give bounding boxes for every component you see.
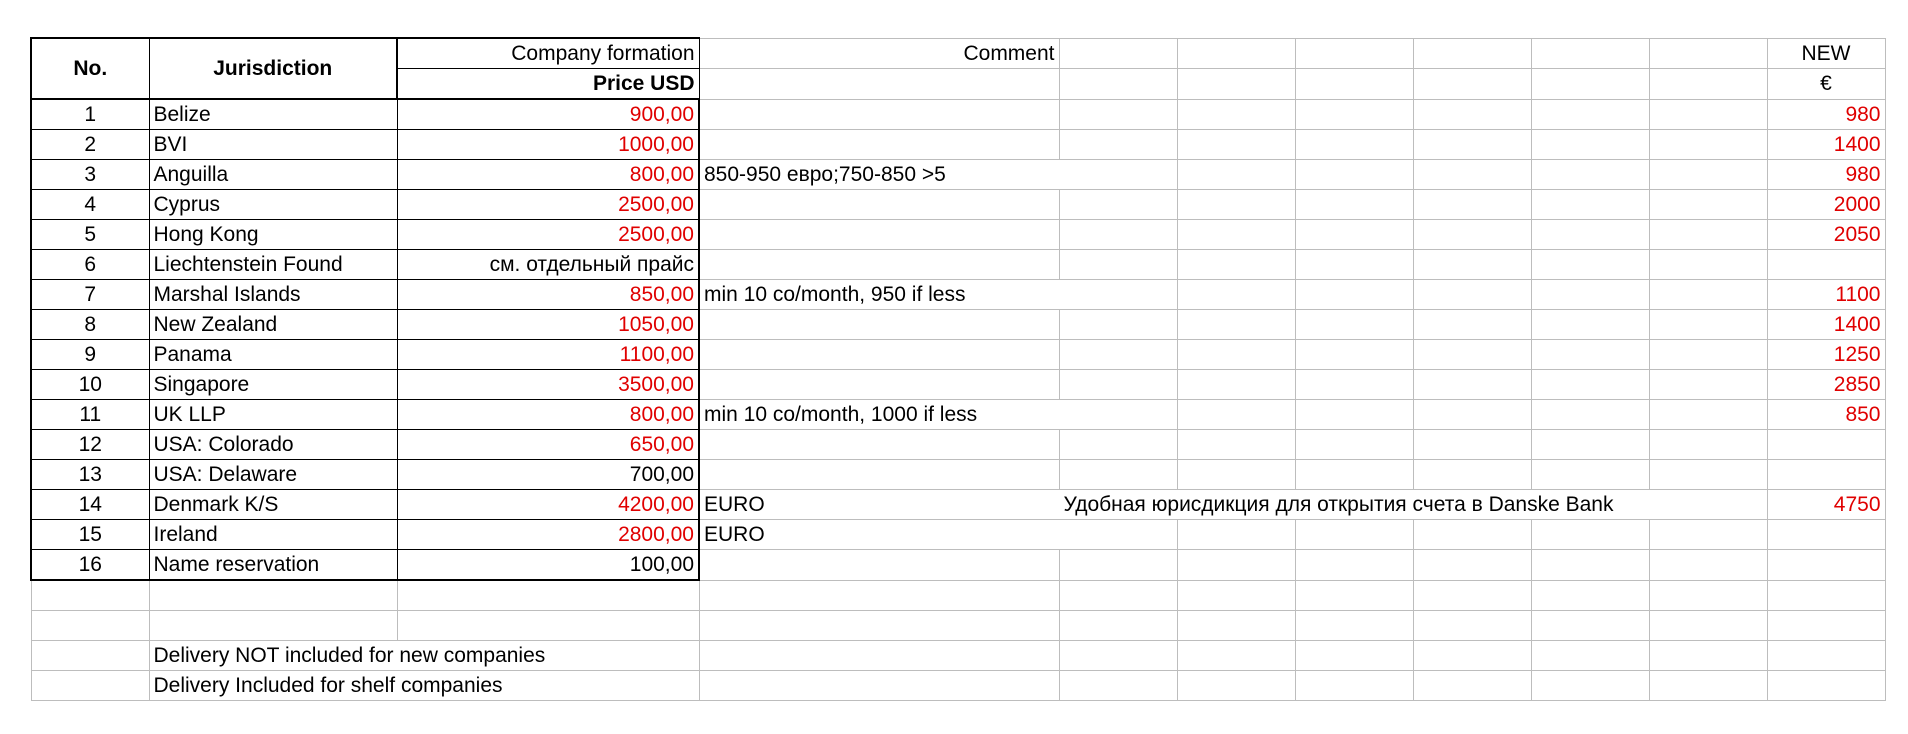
table-row bbox=[31, 520, 1885, 550]
cell[interactable] bbox=[1531, 370, 1649, 400]
comment-cell[interactable] bbox=[699, 460, 1059, 490]
cell[interactable] bbox=[1177, 160, 1295, 190]
table-row bbox=[31, 310, 1885, 340]
price-cell[interactable]: 4200,00 bbox=[397, 490, 699, 520]
price-cell[interactable]: 2500,00 bbox=[397, 190, 699, 220]
jurisdiction-cell[interactable]: UK LLP bbox=[149, 400, 397, 430]
new-price-cell[interactable]: 2000 bbox=[1767, 190, 1885, 220]
cell[interactable] bbox=[1177, 670, 1295, 700]
footer-row bbox=[31, 640, 1885, 670]
table-row bbox=[31, 340, 1885, 370]
new-price-cell[interactable]: 850 bbox=[1767, 400, 1885, 430]
cell[interactable] bbox=[1531, 430, 1649, 460]
jurisdiction-cell[interactable]: Name reservation bbox=[149, 550, 397, 581]
cell[interactable] bbox=[1295, 370, 1413, 400]
cell[interactable] bbox=[1649, 520, 1767, 550]
cell[interactable] bbox=[1531, 160, 1649, 190]
cell[interactable] bbox=[1059, 130, 1177, 160]
cell[interactable] bbox=[1767, 580, 1885, 610]
cell[interactable] bbox=[1295, 340, 1413, 370]
table-row bbox=[31, 370, 1885, 400]
delivery-included-note[interactable]: Delivery Included for shelf companies bbox=[149, 670, 699, 700]
cell[interactable] bbox=[1295, 310, 1413, 340]
cell[interactable] bbox=[1413, 250, 1531, 280]
new-price-cell[interactable]: 980 bbox=[1767, 160, 1885, 190]
cell[interactable] bbox=[1413, 220, 1531, 250]
cell[interactable] bbox=[1177, 99, 1295, 130]
price-cell[interactable]: 3500,00 bbox=[397, 370, 699, 400]
cell[interactable] bbox=[1059, 69, 1177, 100]
cell[interactable] bbox=[1767, 640, 1885, 670]
comment-cell[interactable]: min 10 co/month, 1000 if less bbox=[699, 400, 1059, 430]
price-cell[interactable]: 650,00 bbox=[397, 430, 699, 460]
comment-cell[interactable]: 850-950 евро;750-850 >5 bbox=[699, 160, 1059, 190]
cell[interactable] bbox=[1767, 610, 1885, 640]
cell[interactable] bbox=[1177, 280, 1295, 310]
cell[interactable] bbox=[1295, 38, 1413, 69]
header-company-formation[interactable]: Company formation bbox=[397, 38, 699, 69]
new-price-cell[interactable]: 980 bbox=[1767, 99, 1885, 130]
cell[interactable] bbox=[1531, 99, 1649, 130]
cell[interactable] bbox=[1059, 310, 1177, 340]
cell[interactable] bbox=[1413, 310, 1531, 340]
cell[interactable] bbox=[1059, 38, 1177, 69]
header-row-1 bbox=[31, 38, 1885, 69]
cell[interactable] bbox=[1649, 460, 1767, 490]
cell[interactable] bbox=[699, 640, 1059, 670]
cell[interactable] bbox=[1059, 160, 1177, 190]
cell[interactable] bbox=[1649, 99, 1767, 130]
jurisdiction-cell[interactable]: BVI bbox=[149, 130, 397, 160]
row-number[interactable]: 3 bbox=[31, 160, 149, 190]
new-price-cell[interactable] bbox=[1767, 520, 1885, 550]
cell[interactable] bbox=[1531, 340, 1649, 370]
table-row bbox=[31, 99, 1885, 130]
new-price-cell[interactable]: 2850 bbox=[1767, 370, 1885, 400]
comment-cell[interactable] bbox=[699, 130, 1059, 160]
jurisdiction-cell[interactable]: Anguilla bbox=[149, 160, 397, 190]
cell[interactable] bbox=[1649, 250, 1767, 280]
price-table bbox=[30, 37, 1886, 701]
cell[interactable] bbox=[1059, 190, 1177, 220]
cell[interactable] bbox=[1295, 640, 1413, 670]
price-cell[interactable]: 700,00 bbox=[397, 460, 699, 490]
cell[interactable] bbox=[699, 610, 1059, 640]
jurisdiction-cell[interactable]: Belize bbox=[149, 99, 397, 130]
cell[interactable] bbox=[1413, 190, 1531, 220]
jurisdiction-cell[interactable]: Panama bbox=[149, 340, 397, 370]
price-cell[interactable]: 1000,00 bbox=[397, 130, 699, 160]
cell[interactable] bbox=[31, 580, 149, 610]
cell[interactable] bbox=[1295, 280, 1413, 310]
cell[interactable] bbox=[1649, 430, 1767, 460]
new-price-cell[interactable]: 2050 bbox=[1767, 220, 1885, 250]
cell[interactable] bbox=[699, 670, 1059, 700]
new-price-cell[interactable]: 1250 bbox=[1767, 340, 1885, 370]
cell[interactable] bbox=[1177, 69, 1295, 100]
new-price-cell[interactable]: 4750 bbox=[1767, 490, 1885, 520]
cell[interactable] bbox=[149, 610, 397, 640]
table-row bbox=[31, 160, 1885, 190]
cell[interactable] bbox=[1295, 460, 1413, 490]
cell[interactable] bbox=[1649, 400, 1767, 430]
cell[interactable] bbox=[1413, 400, 1531, 430]
cell[interactable] bbox=[1531, 610, 1649, 640]
table-row bbox=[31, 490, 1885, 520]
comment-cell[interactable] bbox=[699, 550, 1059, 581]
comment-cell[interactable] bbox=[699, 99, 1059, 130]
row-number[interactable]: 10 bbox=[31, 370, 149, 400]
cell[interactable] bbox=[1413, 670, 1531, 700]
header-comment[interactable]: Comment bbox=[699, 38, 1059, 69]
row-number[interactable]: 2 bbox=[31, 130, 149, 160]
cell[interactable] bbox=[1531, 520, 1649, 550]
cell[interactable] bbox=[1295, 430, 1413, 460]
cell[interactable] bbox=[1295, 69, 1413, 100]
cell[interactable] bbox=[1531, 550, 1649, 581]
cell[interactable] bbox=[1177, 220, 1295, 250]
price-cell[interactable]: 800,00 bbox=[397, 160, 699, 190]
price-cell[interactable]: 100,00 bbox=[397, 550, 699, 581]
table-row bbox=[31, 250, 1885, 280]
new-price-cell[interactable]: 1100 bbox=[1767, 280, 1885, 310]
row-number[interactable]: 9 bbox=[31, 340, 149, 370]
cell[interactable] bbox=[1295, 400, 1413, 430]
cell[interactable] bbox=[1413, 610, 1531, 640]
jurisdiction-cell[interactable]: Marshal Islands bbox=[149, 280, 397, 310]
jurisdiction-cell[interactable]: Cyprus bbox=[149, 190, 397, 220]
cell[interactable] bbox=[1059, 340, 1177, 370]
header-new[interactable]: NEW bbox=[1767, 38, 1885, 69]
cell[interactable] bbox=[1295, 580, 1413, 610]
cell[interactable] bbox=[1177, 640, 1295, 670]
cell[interactable] bbox=[1531, 310, 1649, 340]
cell[interactable] bbox=[1649, 550, 1767, 581]
cell[interactable] bbox=[1531, 640, 1649, 670]
cell[interactable] bbox=[1649, 69, 1767, 100]
cell[interactable] bbox=[1295, 130, 1413, 160]
cell[interactable] bbox=[1531, 670, 1649, 700]
cell[interactable] bbox=[397, 610, 699, 640]
cell[interactable] bbox=[1649, 340, 1767, 370]
jurisdiction-cell[interactable]: Singapore bbox=[149, 370, 397, 400]
comment-cell[interactable]: EURO bbox=[699, 520, 1059, 550]
empty-row bbox=[31, 580, 1885, 610]
row-number[interactable]: 14 bbox=[31, 490, 149, 520]
delivery-not-included-note[interactable]: Delivery NOT included for new companies bbox=[149, 640, 699, 670]
cell[interactable] bbox=[31, 670, 149, 700]
row-number[interactable]: 11 bbox=[31, 400, 149, 430]
cell[interactable] bbox=[1531, 69, 1649, 100]
price-cell[interactable]: 2500,00 bbox=[397, 220, 699, 250]
cell[interactable] bbox=[1059, 370, 1177, 400]
cell[interactable] bbox=[1177, 250, 1295, 280]
cell[interactable] bbox=[1177, 430, 1295, 460]
table-row bbox=[31, 280, 1885, 310]
table-row bbox=[31, 220, 1885, 250]
cell[interactable] bbox=[1413, 520, 1531, 550]
cell[interactable] bbox=[1531, 130, 1649, 160]
comment-cell[interactable] bbox=[699, 190, 1059, 220]
cell[interactable] bbox=[1295, 250, 1413, 280]
cell[interactable] bbox=[1649, 220, 1767, 250]
cell[interactable] bbox=[1531, 220, 1649, 250]
jurisdiction-cell[interactable]: Hong Kong bbox=[149, 220, 397, 250]
price-cell[interactable]: 1100,00 bbox=[397, 340, 699, 370]
jurisdiction-cell[interactable]: Denmark K/S bbox=[149, 490, 397, 520]
cell[interactable] bbox=[699, 69, 1059, 100]
cell[interactable] bbox=[1059, 430, 1177, 460]
row-number[interactable]: 16 bbox=[31, 550, 149, 581]
row-number[interactable]: 1 bbox=[31, 99, 149, 130]
cell[interactable] bbox=[1059, 460, 1177, 490]
cell[interactable] bbox=[1295, 160, 1413, 190]
cell[interactable] bbox=[1059, 520, 1177, 550]
cell[interactable] bbox=[1649, 160, 1767, 190]
jurisdiction-cell[interactable]: USA: Delaware bbox=[149, 460, 397, 490]
table-row bbox=[31, 430, 1885, 460]
jurisdiction-cell[interactable]: Liechtenstein Found bbox=[149, 250, 397, 280]
row-number[interactable]: 13 bbox=[31, 460, 149, 490]
comment-cell[interactable]: min 10 co/month, 950 if less bbox=[699, 280, 1059, 310]
new-price-cell[interactable] bbox=[1767, 460, 1885, 490]
cell[interactable] bbox=[397, 580, 699, 610]
cell[interactable] bbox=[1059, 280, 1177, 310]
empty-row bbox=[31, 610, 1885, 640]
row-number[interactable]: 15 bbox=[31, 520, 149, 550]
cell[interactable] bbox=[1531, 280, 1649, 310]
header-price-usd[interactable]: Price USD bbox=[397, 69, 699, 100]
cell[interactable] bbox=[1177, 610, 1295, 640]
cell[interactable] bbox=[1177, 400, 1295, 430]
cell[interactable] bbox=[1059, 610, 1177, 640]
comment-cell[interactable] bbox=[699, 340, 1059, 370]
cell[interactable] bbox=[1059, 400, 1177, 430]
cell[interactable] bbox=[1531, 580, 1649, 610]
row-number[interactable]: 5 bbox=[31, 220, 149, 250]
cell[interactable] bbox=[1177, 520, 1295, 550]
price-cell[interactable]: 850,00 bbox=[397, 280, 699, 310]
cell[interactable] bbox=[1413, 99, 1531, 130]
price-cell[interactable]: 900,00 bbox=[397, 99, 699, 130]
cell[interactable] bbox=[1295, 670, 1413, 700]
row-number[interactable]: 6 bbox=[31, 250, 149, 280]
table-row bbox=[31, 190, 1885, 220]
new-price-cell[interactable]: 1400 bbox=[1767, 310, 1885, 340]
cell[interactable] bbox=[31, 610, 149, 640]
jurisdiction-cell[interactable]: New Zealand bbox=[149, 310, 397, 340]
cell[interactable] bbox=[1649, 670, 1767, 700]
cell[interactable] bbox=[1413, 370, 1531, 400]
cell[interactable] bbox=[1413, 460, 1531, 490]
cell[interactable] bbox=[1295, 220, 1413, 250]
cell[interactable] bbox=[1649, 38, 1767, 69]
cell[interactable] bbox=[1177, 310, 1295, 340]
cell[interactable] bbox=[1413, 550, 1531, 581]
cell[interactable] bbox=[1177, 130, 1295, 160]
cell[interactable] bbox=[1059, 99, 1177, 130]
price-cell[interactable]: 2800,00 bbox=[397, 520, 699, 550]
cell[interactable] bbox=[1059, 670, 1177, 700]
cell[interactable] bbox=[1177, 340, 1295, 370]
cell[interactable] bbox=[1649, 580, 1767, 610]
price-cell[interactable]: 800,00 bbox=[397, 400, 699, 430]
table-row bbox=[31, 400, 1885, 430]
new-price-cell[interactable] bbox=[1767, 250, 1885, 280]
cell[interactable] bbox=[1177, 38, 1295, 69]
cell[interactable] bbox=[1059, 550, 1177, 581]
cell[interactable] bbox=[1413, 340, 1531, 370]
comment-cell[interactable] bbox=[699, 370, 1059, 400]
comment-cell[interactable] bbox=[699, 310, 1059, 340]
cell[interactable] bbox=[1413, 38, 1531, 69]
cell[interactable] bbox=[1177, 580, 1295, 610]
cell[interactable] bbox=[1295, 520, 1413, 550]
jurisdiction-cell[interactable]: USA: Colorado bbox=[149, 430, 397, 460]
new-price-cell[interactable] bbox=[1767, 430, 1885, 460]
cell[interactable] bbox=[1649, 640, 1767, 670]
cell[interactable] bbox=[1413, 580, 1531, 610]
cell[interactable] bbox=[1413, 160, 1531, 190]
footer-row bbox=[31, 670, 1885, 700]
table-row bbox=[31, 130, 1885, 160]
cell[interactable] bbox=[1295, 99, 1413, 130]
cell[interactable] bbox=[1531, 460, 1649, 490]
cell[interactable] bbox=[1059, 220, 1177, 250]
comment-cell[interactable] bbox=[699, 220, 1059, 250]
cell[interactable] bbox=[1767, 670, 1885, 700]
cell[interactable] bbox=[1295, 550, 1413, 581]
cell[interactable] bbox=[1649, 130, 1767, 160]
cell[interactable] bbox=[1531, 250, 1649, 280]
table-row bbox=[31, 550, 1885, 581]
table-row bbox=[31, 460, 1885, 490]
cell[interactable] bbox=[1413, 430, 1531, 460]
jurisdiction-cell[interactable]: Ireland bbox=[149, 520, 397, 550]
note-cell[interactable]: Удобная юрисдикция для открытия счета в Danske Bank bbox=[1059, 490, 1767, 520]
cell[interactable] bbox=[149, 580, 397, 610]
new-price-cell[interactable]: 1400 bbox=[1767, 130, 1885, 160]
cell[interactable] bbox=[1413, 640, 1531, 670]
cell[interactable] bbox=[1295, 190, 1413, 220]
cell[interactable] bbox=[1059, 640, 1177, 670]
row-number[interactable]: 8 bbox=[31, 310, 149, 340]
comment-cell[interactable] bbox=[699, 250, 1059, 280]
cell[interactable] bbox=[1649, 280, 1767, 310]
cell[interactable] bbox=[1649, 610, 1767, 640]
cell[interactable] bbox=[699, 580, 1059, 610]
header-jurisdiction[interactable]: Jurisdiction bbox=[149, 38, 397, 99]
cell[interactable] bbox=[1413, 130, 1531, 160]
cell[interactable] bbox=[1649, 310, 1767, 340]
row-number[interactable]: 4 bbox=[31, 190, 149, 220]
new-price-cell[interactable] bbox=[1767, 550, 1885, 581]
cell[interactable] bbox=[1649, 370, 1767, 400]
cell[interactable] bbox=[1059, 580, 1177, 610]
cell[interactable] bbox=[1177, 460, 1295, 490]
row-number[interactable]: 7 bbox=[31, 280, 149, 310]
cell[interactable] bbox=[1649, 190, 1767, 220]
row-number[interactable]: 12 bbox=[31, 430, 149, 460]
cell[interactable] bbox=[1177, 190, 1295, 220]
cell[interactable] bbox=[1413, 280, 1531, 310]
cell[interactable] bbox=[1177, 550, 1295, 581]
cell[interactable] bbox=[1531, 400, 1649, 430]
cell[interactable] bbox=[1177, 370, 1295, 400]
cell[interactable] bbox=[1531, 38, 1649, 69]
comment-cell[interactable]: EURO bbox=[699, 490, 1059, 520]
cell[interactable] bbox=[1531, 190, 1649, 220]
price-cell[interactable]: см. отдельный прайс bbox=[397, 250, 699, 280]
cell[interactable] bbox=[31, 640, 149, 670]
cell[interactable] bbox=[1295, 610, 1413, 640]
cell[interactable] bbox=[1413, 69, 1531, 100]
header-no[interactable]: No. bbox=[31, 38, 149, 99]
price-cell[interactable]: 1050,00 bbox=[397, 310, 699, 340]
cell[interactable] bbox=[1059, 250, 1177, 280]
comment-cell[interactable] bbox=[699, 430, 1059, 460]
header-euro-sign[interactable]: € bbox=[1767, 69, 1885, 100]
